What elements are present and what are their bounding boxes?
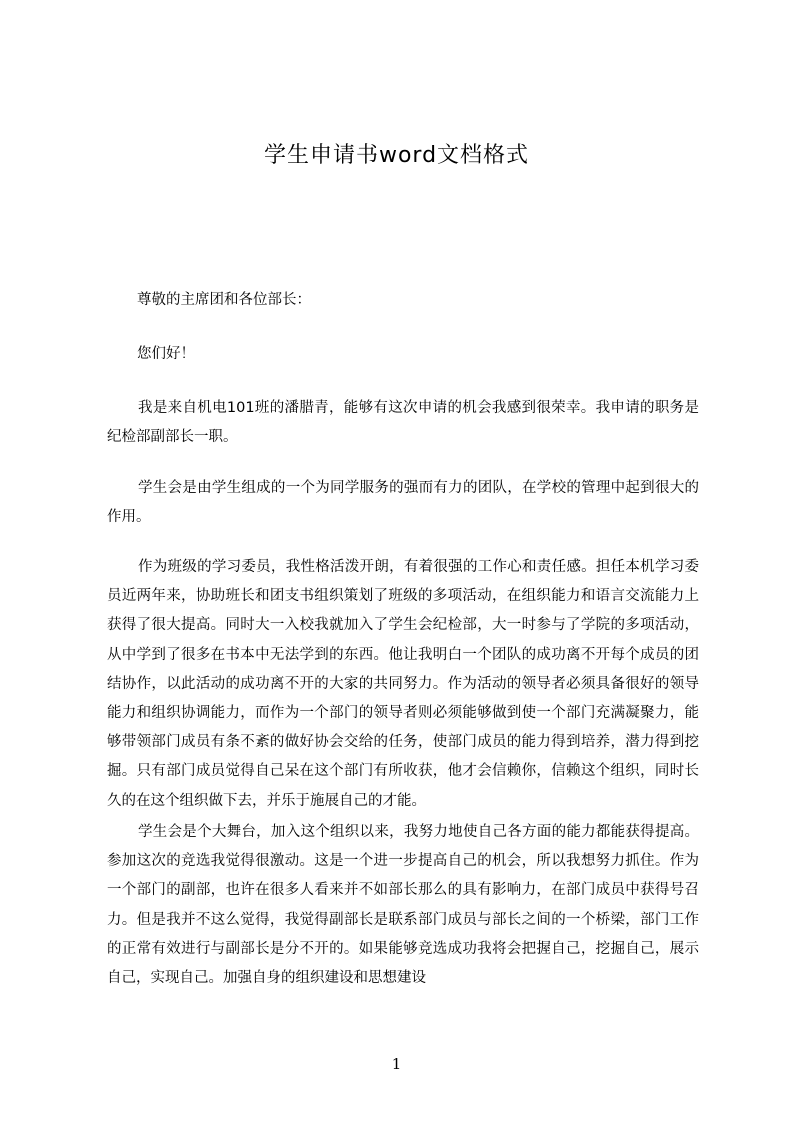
document-title: 学生申请书word文档格式 (263, 143, 530, 168)
paragraph-4: 学生会是个大舞台，加入这个组织以来，我努力地使自己各方面的能力都能获得提高。参加这次的竞选我觉得很激动。这是一个进一步提高自己的机会，所以我想努力抓住。作为一个部门的副部，也许在很多人看来并不如部长那么的具有影响力，在部门成员中获得号召力。但是我并不这么觉得，我觉得副部长是联系部门成员与部长之间的一个桥梁，部门工作的正常有效进行与副部长是分不开的。如果能够竞选成功我将会把握自己，挖掘自己，展示自己，实现自己。加强自身的组织建设和思想建设 (107, 824, 699, 987)
salutation: 尊敬的主席团和各位部长： (137, 292, 311, 308)
paragraph-2: 学生会是由学生组成的一个为同学服务的强而有力的团队，在学校的管理中起到很大的作用。 (107, 480, 699, 526)
paragraph-3: 作为班级的学习委员，我性格活泼开朗，有着很强的工作心和责任感。担任本机学习委员近两年来，协助班长和团支书组织策划了班级的多项活动，在组织能力和语言交流能力上获得了很大提高。同时大一入校我就加入了学生会纪检部，大一时参与了学院的多项活动，从中学到了很多在书本中无法学到的东西。他让我明白一个团队的成功离不开每个成员的团结协作，以此活动的成功离不开的大家的共同努力。作为活动的领导者必须具备很好的领导能力和组织协调能力，而作为一个部门的领导者则必须能够做到使一个部门充满凝聚力，能够带领部门成员有条不紊的做好协会交给的任务，使部门成员的能力得到培养，潜力得到挖掘。只有部门成员觉得自己呆在这个部门有所收获，他才会信赖你，信赖这个组织，同时长久的在这个组织做下去，并乐于施展自己的才能。 (107, 559, 699, 809)
page-number: 1 (391, 1055, 402, 1073)
greeting: 您们好！ (137, 346, 195, 362)
paragraph-1: 我是来自机电101班的潘腊青，能够有这次申请的机会我感到很荣幸。我申请的职务是纪检部副部长一职。 (107, 400, 699, 446)
